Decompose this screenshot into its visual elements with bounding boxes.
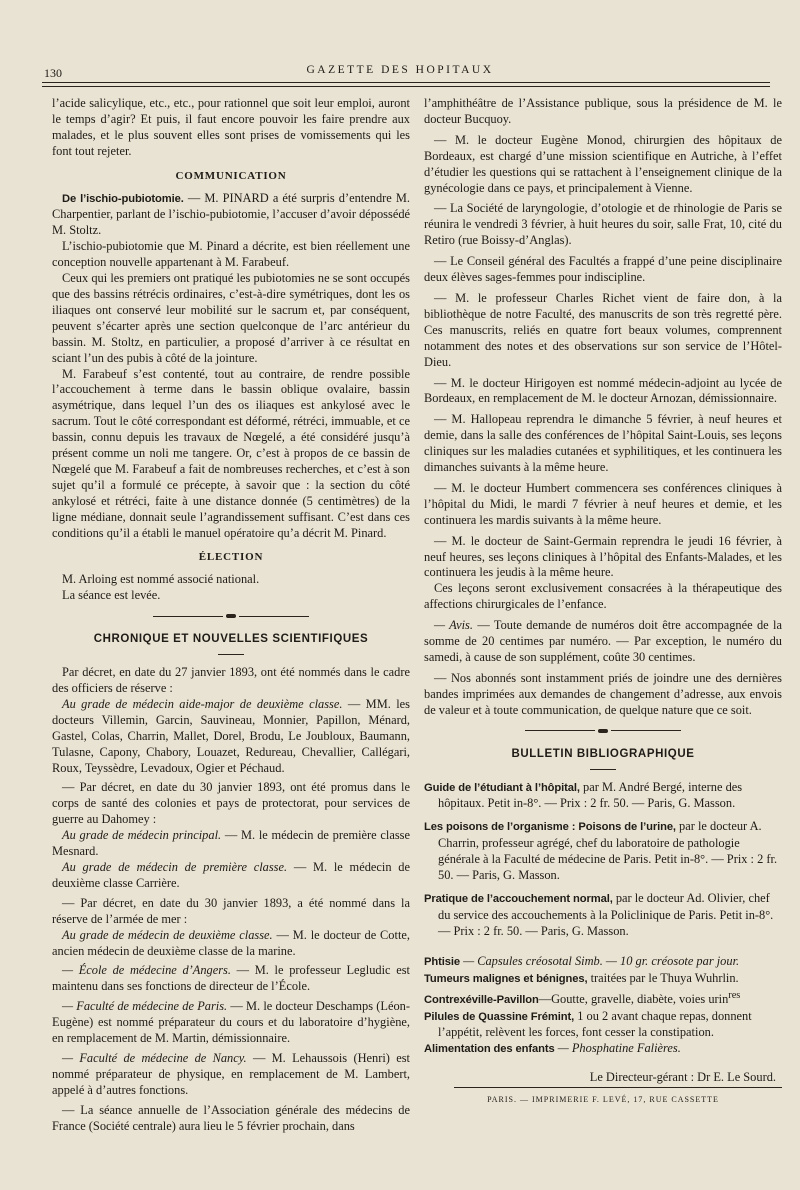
- bibliography-entry: Guide de l’étudiant à l’hôpital, par M. André Bergé, interne des hôpitaux. Petit in-8°. — Prix : 2 fr. 50. — Paris, G. Masson.: [424, 779, 743, 811]
- news-item: — M. le docteur de Saint-Germain reprendra le jeudi 16 février, à neuf heures, ses leçons cliniques à l’hôpital des Enfants-Malades, et les continuera les jeudis à la même heure.: [424, 533, 782, 580]
- communication-paragraph: Ceux qui les premiers ont pratiqué les pubiotomies ne se sont occupés que des bassins rétrécis ordinaires, c’est-à-dire symétriques, dont les os iliaques ont conservé leur mobilité sur le sacrum et, par conséquent, peuvent s’écarter après une section quelconque de l’arc antérieur du bassin. M. Stoltz, en particulier, a proposé d’arriver à ce résultat en sciant l’un des pubis à côté de la jointure.: [52, 271, 410, 365]
- short-rule: [218, 654, 244, 655]
- chronique-paragraph: Au grade de médecin aide-major de deuxième classe. — MM. les docteurs Villemin, Garcin, Sauvineau, Monnier, Papillon, Ménard, Gastel, Colas, Charrin, Mallet, Dorel, Brodu, Le Joubloux, Baumann, Tulasne, Capony, Chabory, Louazet, Redureau, Chevallier, Callégari, Roux, Teyssèdre, Levadoux, Ogier et Péchaud.: [52, 696, 410, 775]
- chronique-paragraph: — Par décret, en date du 30 janvier 1893, a été nommé dans la réserve de l’armée de mer :: [52, 895, 410, 926]
- news-item: — Le Conseil général des Facultés a frappé d’une peine disciplinaire deux élèves sages-femmes pour indiscipline.: [424, 254, 782, 285]
- bibliography-entry: Les poisons de l’organisme : Poisons de l’urine, par le docteur A. Charrin, professeur agrégé, chef du laboratoire de pathologie générale à la Faculté de médecine de Paris. Petit in-8°. — Prix : 2 fr. 50. — Paris, G. Masson.: [424, 819, 778, 883]
- short-rule: [590, 769, 616, 770]
- news-item: — La Société de laryngologie, d’otologie et de rhinologie de Paris se réunira le vendredi 3 février, à huit heures du soir, salle Frat, 10, cité du Retiro (rue Boissy-d’Anglas).: [424, 201, 782, 248]
- communication-paragraph: L’ischio-pubiotomie que M. Pinard a décrite, est bien réellement une conception nouvelle appartenant à M. Farabeuf.: [52, 239, 410, 270]
- intro-paragraph: l’acide salicylique, etc., etc., pour rationnel que soit leur emploi, auront le temps d’agir? Et puis, il faut encore pouvoir les faire prendre aux malades, et le plus souvent elles sont prises de vomissements qui les font tout rejeter.: [52, 96, 410, 158]
- communication-title: De l’ischio-pubiotomie.: [62, 192, 184, 205]
- section-ornament: [424, 729, 782, 733]
- header-rule: [42, 82, 770, 83]
- news-item: — M. le professeur Charles Richet vient de faire don, à la bibliothèque de notre Faculté, des manuscrits de son très regretté père. Ces manuscrits, reliés en quatre fort beaux volumes, comprennent notamment des notes et des observations sur son service de l’Hôtel-Dieu.: [424, 290, 782, 369]
- chronique-paragraph: — École de médecine d’Angers. — M. le professeur Legludic est maintenu dans ses fonctions de directeur de l’École.: [52, 963, 410, 994]
- chronique-heading: CHRONIQUE ET NOUVELLES SCIENTIFIQUES: [93, 633, 369, 646]
- news-item: — Nos abonnés sont instamment priés de joindre une des dernières bandes imprimées aux demandes de changement d’adresse, aux envois de valeur et à toute communication, de quelque nature que ce soit.: [424, 670, 782, 717]
- communication-lead: De l’ischio-pubiotomie. — M. PINARD a été surpris d’entendre M. Charpentier, parlant de l’ischio-pubiotomie, l’accuser d’avoir dépossédé M. Stoltz.: [52, 190, 411, 238]
- chronique-paragraph: — Par décret, en date du 30 janvier 1893, ont été promus dans le corps de santé des colonies et pays de protectorat, pour services de guerre au Dahomey :: [52, 780, 410, 827]
- running-title: GAZETTE DES HOPITAUX: [306, 64, 494, 76]
- header-rule-thin: [42, 86, 770, 87]
- bibliography-entry: Pratique de l’accouchement normal, par le docteur Ad. Olivier, chef du service des accouchements à la Policlinique de Paris. Petit in-8°. — Prix : 2 fr. 50. — Paris, G. Masson.: [424, 890, 774, 938]
- chronique-paragraph: Au grade de médecin de deuxième classe. — M. le docteur de Cotte, ancien médecin de deuxième classe de la marine.: [52, 927, 410, 958]
- chronique-paragraph: — Faculté de médecine de Paris. — M. le docteur Deschamps (Léon-Eugène) est nommé préparateur du cours et du laboratoire d’hygiène, en remplacement de M. Martin, démissionnaire.: [52, 999, 410, 1046]
- chronique-paragraph: — La séance annuelle de l’Association générale des médecins de France (Société centrale) aura lieu le 5 février prochain, dans: [52, 1102, 410, 1133]
- signature-rule: [454, 1087, 782, 1088]
- election-paragraph: M. Arloing est nommé associé national.: [62, 572, 260, 587]
- news-item: — M. Hallopeau reprendra le dimanche 5 février, à neuf heures et demie, dans la salle des conférences de l’hôpital Saint-Louis, ses leçons cliniques sur les maladies cutanées et syphilitiques, et les continuera les dimanches suivants à la même heure.: [424, 412, 782, 475]
- news-item: l’amphithéâtre de l’Assistance publique, sous la présidence de M. le docteur Bucquoy.: [424, 96, 782, 126]
- page-number: 130: [44, 66, 62, 80]
- news-item: — M. le docteur Eugène Monod, chirurgien des hôpitaux de Bordeaux, est chargé d’une mission scientifique en Autriche, à l’effet d’étudier les questions qui se rattachent à l’enseignement clinique de la gynécologie dans ce pays, et principalement à Vienne.: [424, 132, 782, 195]
- election-heading: ÉLECTION: [198, 551, 264, 564]
- chronique-paragraph: Par décret, en date du 27 janvier 1893, ont été nommés dans le cadre des officiers de réserve :: [52, 665, 410, 695]
- chronique-paragraph: Au grade de médecin principal. — M. le médecin de première classe Mesnard.: [52, 828, 410, 859]
- advertisement: Alimentation des enfants — Phosphatine Falières.: [424, 1041, 681, 1056]
- communication-paragraph: M. Farabeuf s’est contenté, tout au contraire, de rendre possible l’accouchement à terme dans le bassin oblique ovalaire, bassin asymétrique, dans lequel l’un des os iliaques est ankylosé avec le sacrum. Tout le côté correspondant est déformé, rétréci, immuable, et ce bassin, connu depuis les travaux de Nœgelé, a été considéré jusqu’à présent comme un noli me tangere. Or, c’est à propos de ce bassin de Nœgelé que M. Farabeuf a fait de nombreuses recherches, et c’est à son sujet qu’il a formulé ce précepte, à savoir que : la section du côté ankylosé et rétréci, faite à une distance donnée (5 centimètres) de la ligne médiane, donnait seule l’agrandissement suffisant. C’est dans ces conditions qu’il a établi le manuel opératoire qu’a décrit M. Pinard.: [52, 366, 410, 540]
- advertisement: Phtisie — Capsules créosotal Simb. — 10 gr. créosote par jour.: [424, 953, 740, 968]
- section-ornament: [52, 614, 410, 618]
- news-item: Ces leçons seront exclusivement consacrées à la thérapeutique des affections chirurgicales de l’enfance.: [424, 581, 782, 612]
- chronique-paragraph: Au grade de médecin de première classe. — M. le médecin de deuxième classe Carrière.: [52, 859, 410, 890]
- printer-imprint: PARIS. — IMPRIMERIE F. LEVÉ, 17, RUE CASSETTE: [487, 1095, 719, 1105]
- news-item: — M. le docteur Hirigoyen est nommé médecin-adjoint au lycée de Bordeaux, en remplacement de M. le docteur Arnozan, démissionnaire.: [424, 375, 782, 406]
- advertisements: [424, 954, 782, 1059]
- advertisement: Tumeurs malignes et bénignes, traitées par le Thuya Wuhrlin.: [424, 970, 739, 985]
- advertisement: Contrexéville-Pavillon—Goutte, gravelle, diabète, voies urin$^{res}$: [424, 989, 741, 1006]
- left-column: [52, 96, 410, 1134]
- bulletin-heading: BULLETIN BIBLIOGRAPHIQUE: [511, 747, 695, 760]
- right-column: [424, 96, 782, 1108]
- communication-heading: COMMUNICATION: [175, 169, 287, 182]
- news-item: — M. le docteur Humbert commencera ses conférences cliniques à l’hôpital du Midi, le mardi 7 février à neuf heures et demie, et les continuera les mardis suivants à la même heure.: [424, 480, 782, 527]
- director-signature: Le Directeur-gérant : Dr E. Le Sourd.: [589, 1070, 776, 1085]
- chronique-paragraph: — Faculté de médecine de Nancy. — M. Lehaussois (Henri) est nommé préparateur de physique, en remplacement de M. Lambert, appelé à d’autres fonctions.: [52, 1050, 410, 1097]
- advertisement: Pilules de Quassine Frémint, 1 ou 2 avant chaque repas, donnent l’appétit, relèvent les forces, font cesser la constipation.: [424, 1008, 752, 1040]
- news-item: — Avis. — Toute demande de numéros doit être accompagnée de la somme de 20 centimes par numéro. — Par exception, le numéro du samedi, à cause de son supplément, coûte 30 centimes.: [424, 618, 782, 664]
- election-paragraph: La séance est levée.: [62, 588, 161, 603]
